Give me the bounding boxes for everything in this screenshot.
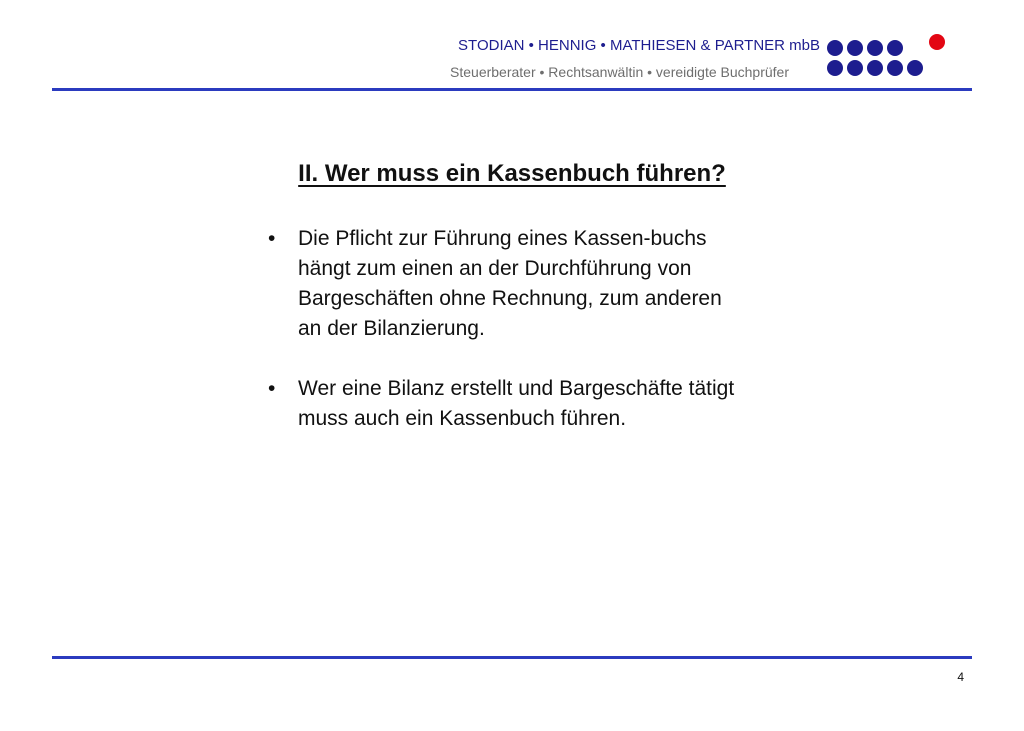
bullet-item — [268, 374, 748, 434]
bullet-text: Wer eine Bilanz erstellt und Bargeschäfte tätigt muss auch ein Kassenbuch führen. — [298, 377, 735, 430]
bullet-marker: • — [268, 377, 276, 400]
logo-dot-accent — [929, 34, 945, 50]
bullet-item — [268, 224, 748, 344]
logo-dot — [907, 60, 923, 76]
logo-dot — [887, 60, 903, 76]
firm-subtitle: Steuerberater • Rechtsanwältin • vereidigte Buchprüfer — [450, 64, 789, 80]
bullet-marker: • — [268, 227, 276, 250]
page-number: 4 — [957, 670, 964, 684]
bullet-list — [268, 224, 748, 464]
header-divider — [52, 88, 972, 91]
logo-dot — [827, 60, 843, 76]
logo-dot — [887, 40, 903, 56]
logo-dot — [867, 60, 883, 76]
logo-dot — [847, 60, 863, 76]
logo-dot — [867, 40, 883, 56]
bullet-text: Die Pflicht zur Führung eines Kassen-buchs hängt zum einen an der Durchführung von Bargeschäften ohne Rechnung, zum anderen an der Bilanzierung. — [298, 227, 722, 340]
logo-dot — [827, 40, 843, 56]
footer-divider — [52, 656, 972, 659]
slide-title: II. Wer muss ein Kassenbuch führen? — [298, 160, 726, 187]
logo-dot — [847, 40, 863, 56]
firm-name: STODIAN • HENNIG • MATHIESEN & PARTNER mbB — [458, 37, 820, 54]
